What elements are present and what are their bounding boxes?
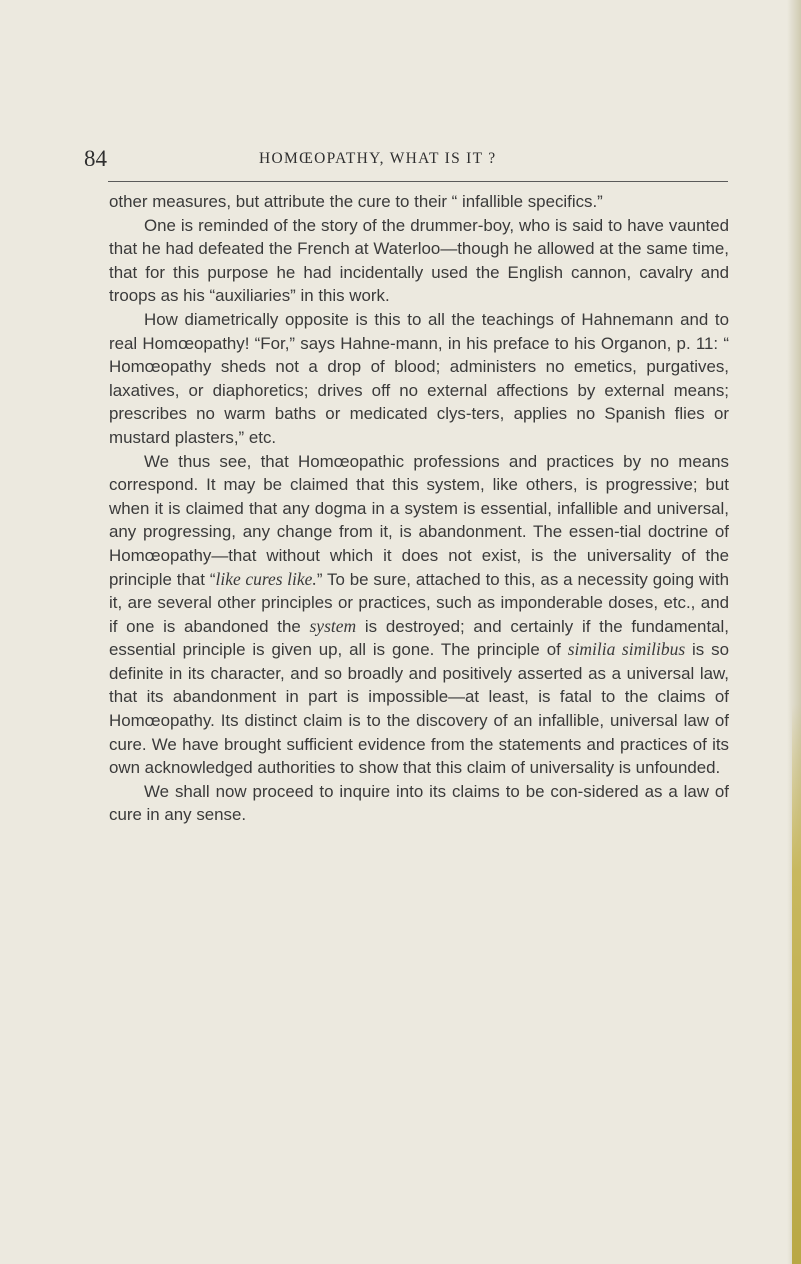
paragraph-4-part-b: ” To be sure, attached to this, as a necessity going with it, are several other principles or practices, such as imponderable doses, etc., and if one is abandoned the bbox=[109, 569, 729, 636]
paragraph-4-part-d: is so definite in its character, and so broadly and positively asserted as a universal law, that its abandonment in part is impossible—at least, is fatal to the claims of Homœopathy. Its distinct claim is to the discovery of an infallible, universal law of cure. We have brought sufficient evidence from the statements and practices of its own acknowledged authorities to show that this claim of universality is unfounded. bbox=[109, 640, 729, 778]
paragraph-3: How diametrically opposite is this to all the teachings of Hahnemann and to real Homœopathy! “For,” says Hahne-mann, in his preface to his Organon, p. 11: “ Homœopathy sheds not a drop of blood; administers no emetics, purgatives, laxatives, or diaphoretics; drives off no external affections by external means; prescribes no warm baths or medicated clys-ters, applies no Spanish flies or mustard plasters,” etc. bbox=[109, 309, 729, 447]
similia-similibus-italic: similia similibus bbox=[567, 639, 686, 660]
like-cures-like-italic: like cures like. bbox=[215, 568, 317, 589]
gilt-edge bbox=[792, 704, 801, 1264]
page-header bbox=[84, 146, 734, 176]
body-text bbox=[109, 190, 729, 827]
paragraph-1: other measures, but attribute the cure to their “ infallible specifics.” bbox=[109, 192, 603, 211]
system-italic: system bbox=[309, 615, 357, 636]
paragraph-5: We shall now proceed to inquire into its claims to be con-sidered as a law of cure in any sense. bbox=[109, 781, 729, 825]
paragraph-4 bbox=[109, 450, 729, 780]
page-number: 84 bbox=[84, 146, 107, 171]
page-edge bbox=[787, 0, 801, 1264]
paragraph-4-part-a: We thus see, that Homœopathic professions and practices by no means correspond. It may be claimed that this system, like others, is progressive; but when it is claimed that any dogma in a system is essential, infallible and universal, any progressing, any change from it, is abandonment. The essen-tial doctrine of Homœopathy—that without which it does not exist, is the universality of the principle that “ bbox=[109, 451, 729, 589]
paragraph-4-part-c: is destroyed; and certainly if the fundamental, essential principle is given up, all is gone. The principle of bbox=[109, 616, 729, 660]
paragraph-2: One is reminded of the story of the drummer-boy, who is said to have vaunted that he had defeated the French at Waterloo—though he allowed at the same time, that for this purpose he had incidentally used the English cannon, cavalry and troops as his “auxiliaries” in this work. bbox=[109, 215, 729, 306]
header-rule bbox=[108, 181, 728, 182]
running-head: HOMŒOPATHY, WHAT IS IT ? bbox=[259, 150, 497, 167]
